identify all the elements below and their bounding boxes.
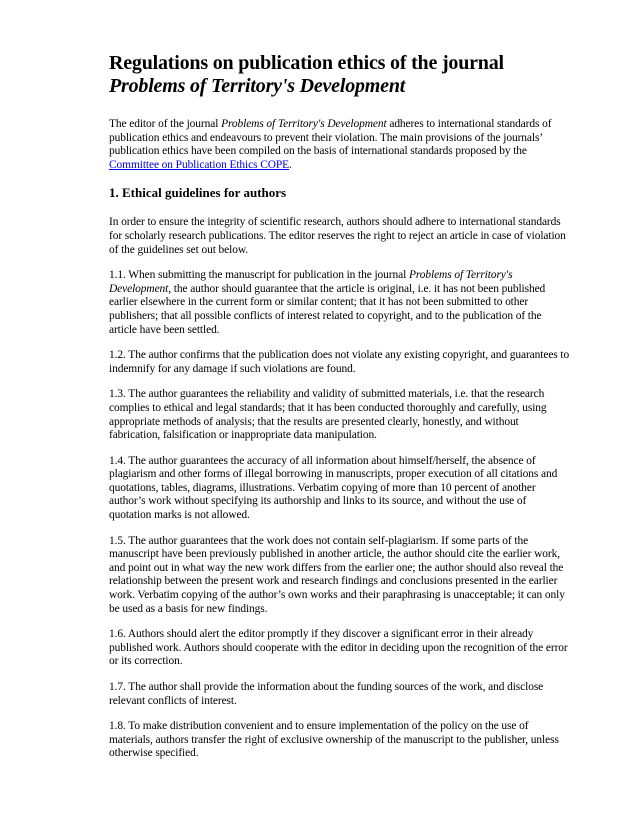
intro-text-before: The editor of the journal <box>109 118 222 130</box>
title-journal-name: Problems of Territory's Development <box>109 75 406 97</box>
intro-journal-name: Problems of Territory's Development <box>221 118 387 130</box>
paragraph-1-1 <box>109 269 571 337</box>
paragraph-1-8: 1.8. To make distribution convenient and to ensure implementation of the policy on the use of materials, authors transfer the right of exclusive ownership of the manuscript to the publisher, unless otherwise specified. <box>109 720 559 760</box>
paragraph-1-6: 1.6. Authors should alert the editor promptly if they discover a significant error in their already published work. Authors should cooperate with the editor in deciding upon the recognition of the error or its correction. <box>109 628 568 668</box>
intro-text-middle: adheres to international standards of publication ethics and endeavours to prevent their violation. The main provisions of the journals’ publication ethics have been compiled on the basis of international standards proposed by the <box>109 118 552 158</box>
paragraph-1-5: 1.5. The author guarantees that the work does not contain self-plagiarism. If some parts of the manuscript have been previously published in another article, the author should cite the earlier work, and point out in what way the new work differs from the earlier one; the author should also reveal the relationship between the present work and research findings and conclusions presented in the earlier work. Verbatim copying of the author’s own works and their paraphrasing is unacceptable; it can only be used as a basis for new findings. <box>109 534 565 615</box>
paragraph-1-2: 1.2. The author confirms that the publication does not violate any existing copyright, and guarantees to indemnify for any damage if such violations are found. <box>109 349 570 375</box>
document-page <box>109 52 571 761</box>
section-heading-authors: 1. Ethical guidelines for authors <box>109 185 287 201</box>
item-1-1-text-before: 1.1. When submitting the manuscript for publication in the journal <box>109 269 409 282</box>
section-intro-paragraph: In order to ensure the integrity of scientific research, authors should adhere to international standards for scholarly research publications. The editor reserves the right to reject an article in case of violation of the guidelines set out below. <box>109 216 566 256</box>
paragraph-1-4: 1.4. The author guarantees the accuracy of all information about himself/herself, the absence of plagiarism and other forms of illegal borrowing in manuscripts, proper execution of all citations and quotations, tables, diagrams, illustrations. Verbatim copying of more than 10 percent of another author’s work without specifying its authorship and links to its source, and without the use of quotation marks is not allowed. <box>109 454 558 522</box>
title-line-1: Regulations on publication ethics of the journal <box>109 52 504 74</box>
item-1-1-text-after: , the author should guarantee that the article is original, i.e. it has not been published earlier elsewhere in the current form or similar content; that it has not been submitted to other publishers; that all possible conflicts of interest related to copyright, and to the publication of the article have been settled. <box>109 282 546 336</box>
document-title <box>109 52 571 98</box>
cope-link[interactable]: Committee on Publication Ethics COPE <box>109 158 290 171</box>
item-1-1-journal-name: Problems of Territory's Development <box>109 269 513 295</box>
intro-text-end: . <box>289 158 292 171</box>
paragraph-1-7: 1.7. The author shall provide the information about the funding sources of the work, and disclose relevant conflicts of interest. <box>109 681 544 707</box>
intro-paragraph <box>109 118 571 172</box>
paragraph-1-3: 1.3. The author guarantees the reliability and validity of submitted materials, i.e. that the research complies to ethical and legal standards; that it has been conducted thoroughly and carefully, using appropriate methods of analysis; that the results are presented clearly, honestly, and without fabrication, falsification or inappropriate data manipulation. <box>109 388 547 442</box>
